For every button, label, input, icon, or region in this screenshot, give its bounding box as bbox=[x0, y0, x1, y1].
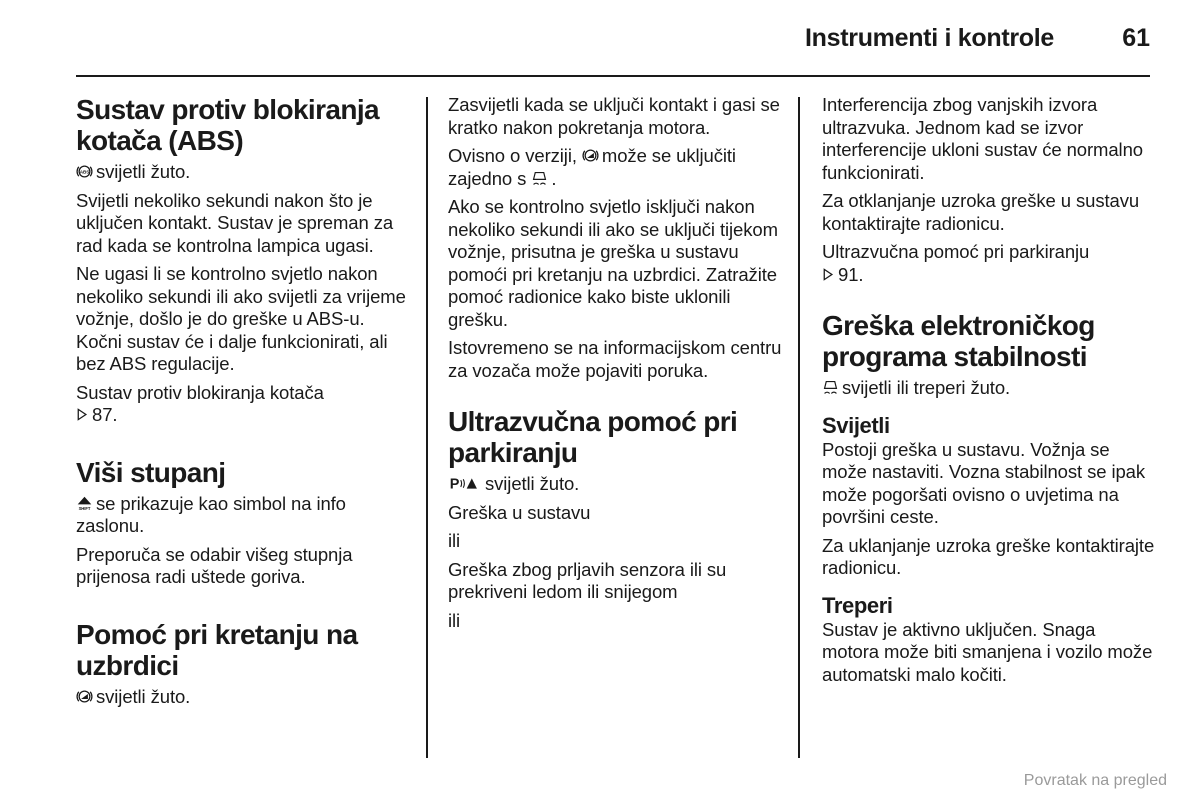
svg-text:P: P bbox=[449, 476, 460, 492]
shift-up-icon bbox=[76, 495, 93, 512]
hill-paragraph-4: Istovremeno se na informacijskom centru za vozača može pojaviti poruka. bbox=[448, 337, 782, 381]
column-divider-2 bbox=[798, 97, 800, 758]
parking-line-3: Greška zbog prljavih senzora ili su prekriveni ledom ili snijegom bbox=[448, 558, 727, 602]
section-heading-parking-assist: Ultrazvučna pomoć pri parkiranju bbox=[448, 406, 738, 468]
abs-reference[interactable]: Sustav protiv blokiranja kotača 87. bbox=[76, 381, 324, 425]
esp-icon bbox=[531, 170, 548, 187]
hill-paragraph-1: Zasvijetli kada se uključi kontakt i gasi se kratko nakon pokretanja motora. bbox=[448, 94, 780, 138]
parking-line-1: Greška u sustavu bbox=[448, 501, 591, 523]
column-3 bbox=[822, 94, 1157, 692]
esp-status: svijetli ili treperi žuto. bbox=[822, 377, 1157, 400]
section-heading-abs: Sustav protiv blokiranja kotača (ABS) bbox=[76, 94, 380, 156]
parking-line-2: ili bbox=[448, 530, 461, 551]
column-divider-1 bbox=[426, 97, 428, 758]
parking-status: P svijetli žuto. bbox=[449, 473, 580, 494]
header-divider bbox=[76, 75, 1150, 77]
shift-paragraph-1: Preporuča se odabir višeg stupnja prijenosa radi uštede goriva. bbox=[76, 543, 353, 587]
column-2 bbox=[448, 94, 783, 638]
parking-reference[interactable]: Ultrazvučna pomoć pri parkiranju 91. bbox=[822, 241, 1090, 285]
page-header-title: Instrumenti i kontrole bbox=[805, 24, 1054, 52]
abs-paragraph-2: Ne ugasi li se kontrolno svjetlo nakon nekoliko sekundi ili ako svijetli za vrijeme vožnje, došlo je do greške u ABS-u. Kočni sustav će i dalje funkcionirati, ali bez ABS regulacije. bbox=[76, 263, 406, 374]
svg-text:ABS: ABS bbox=[79, 169, 90, 175]
page-reference-arrow-icon bbox=[822, 266, 835, 283]
hill-start-assist-icon bbox=[582, 147, 599, 164]
parking-paragraph-5: Interferencija zbog vanjskih izvora ultrazvuka. Jednom kad se izvor interferencije ukloni sustav će normalno funkcionirati. bbox=[822, 94, 1143, 183]
section-heading-shift: Viši stupanj bbox=[76, 456, 226, 488]
section-heading-esp: Greška elektroničkog programa stabilnosti bbox=[822, 310, 1095, 372]
back-to-overview-link[interactable]: Povratak na pregled bbox=[1023, 772, 1167, 789]
column-1 bbox=[76, 94, 411, 714]
page-reference-arrow-icon bbox=[76, 406, 89, 423]
parking-assist-icon bbox=[448, 475, 482, 492]
section-heading-hill-assist: Pomoć pri kretanju na uzbrdici bbox=[76, 618, 358, 681]
svg-text:SHIFT: SHIFT bbox=[78, 505, 91, 511]
subheading-lit: Svijetli bbox=[822, 412, 890, 438]
parking-paragraph-6: Za otklanjanje uzroka greške u sustavu kontaktirajte radionicu. bbox=[822, 190, 1140, 234]
esp-lit-paragraph-1: Postoji greška u sustavu. Vožnja se može nastaviti. Vozna stabilnost se ipak može pogoršati ovisno o uvjetima na površini ceste. bbox=[822, 438, 1146, 527]
esp-lit-paragraph-2: Za uklanjanje uzroka greške kontaktirajte radionicu. bbox=[822, 534, 1155, 578]
abs-status: ABS svijetli žuto. bbox=[76, 161, 411, 184]
esp-icon bbox=[822, 379, 839, 396]
esp-flash-paragraph-1: Sustav je aktivno uključen. Snaga motora može biti smanjena i vozilo može automatski malo kočiti. bbox=[822, 618, 1153, 685]
hill-start-assist-icon bbox=[76, 688, 93, 705]
hill-paragraph-3: Ako se kontrolno svjetlo isključi nakon nekoliko sekundi ili ako se uključi tijekom vožnje, prisutna je greška u sustavu pomoći pri kretanju na uzbrdici. Zatražite pomoć radionice kako biste uklonili grešku. bbox=[448, 196, 778, 330]
shift-status: SHIFT se prikazuje kao simbol na info zaslonu. bbox=[76, 492, 346, 536]
abs-paragraph-1: Svijetli nekoliko sekundi nakon što je uključen kontakt. Sustav je spreman za rad kada se kontrolna lampica ugasi. bbox=[76, 189, 394, 256]
subheading-flashing: Treperi bbox=[822, 592, 893, 618]
hill-paragraph-2: Ovisno o verziji, može se uključiti zajedno s . bbox=[448, 145, 736, 189]
abs-warning-icon bbox=[76, 163, 93, 180]
hill-status: svijetli žuto. bbox=[76, 686, 411, 709]
page-number: 61 bbox=[1122, 24, 1150, 52]
parking-line-4: ili bbox=[448, 609, 461, 631]
